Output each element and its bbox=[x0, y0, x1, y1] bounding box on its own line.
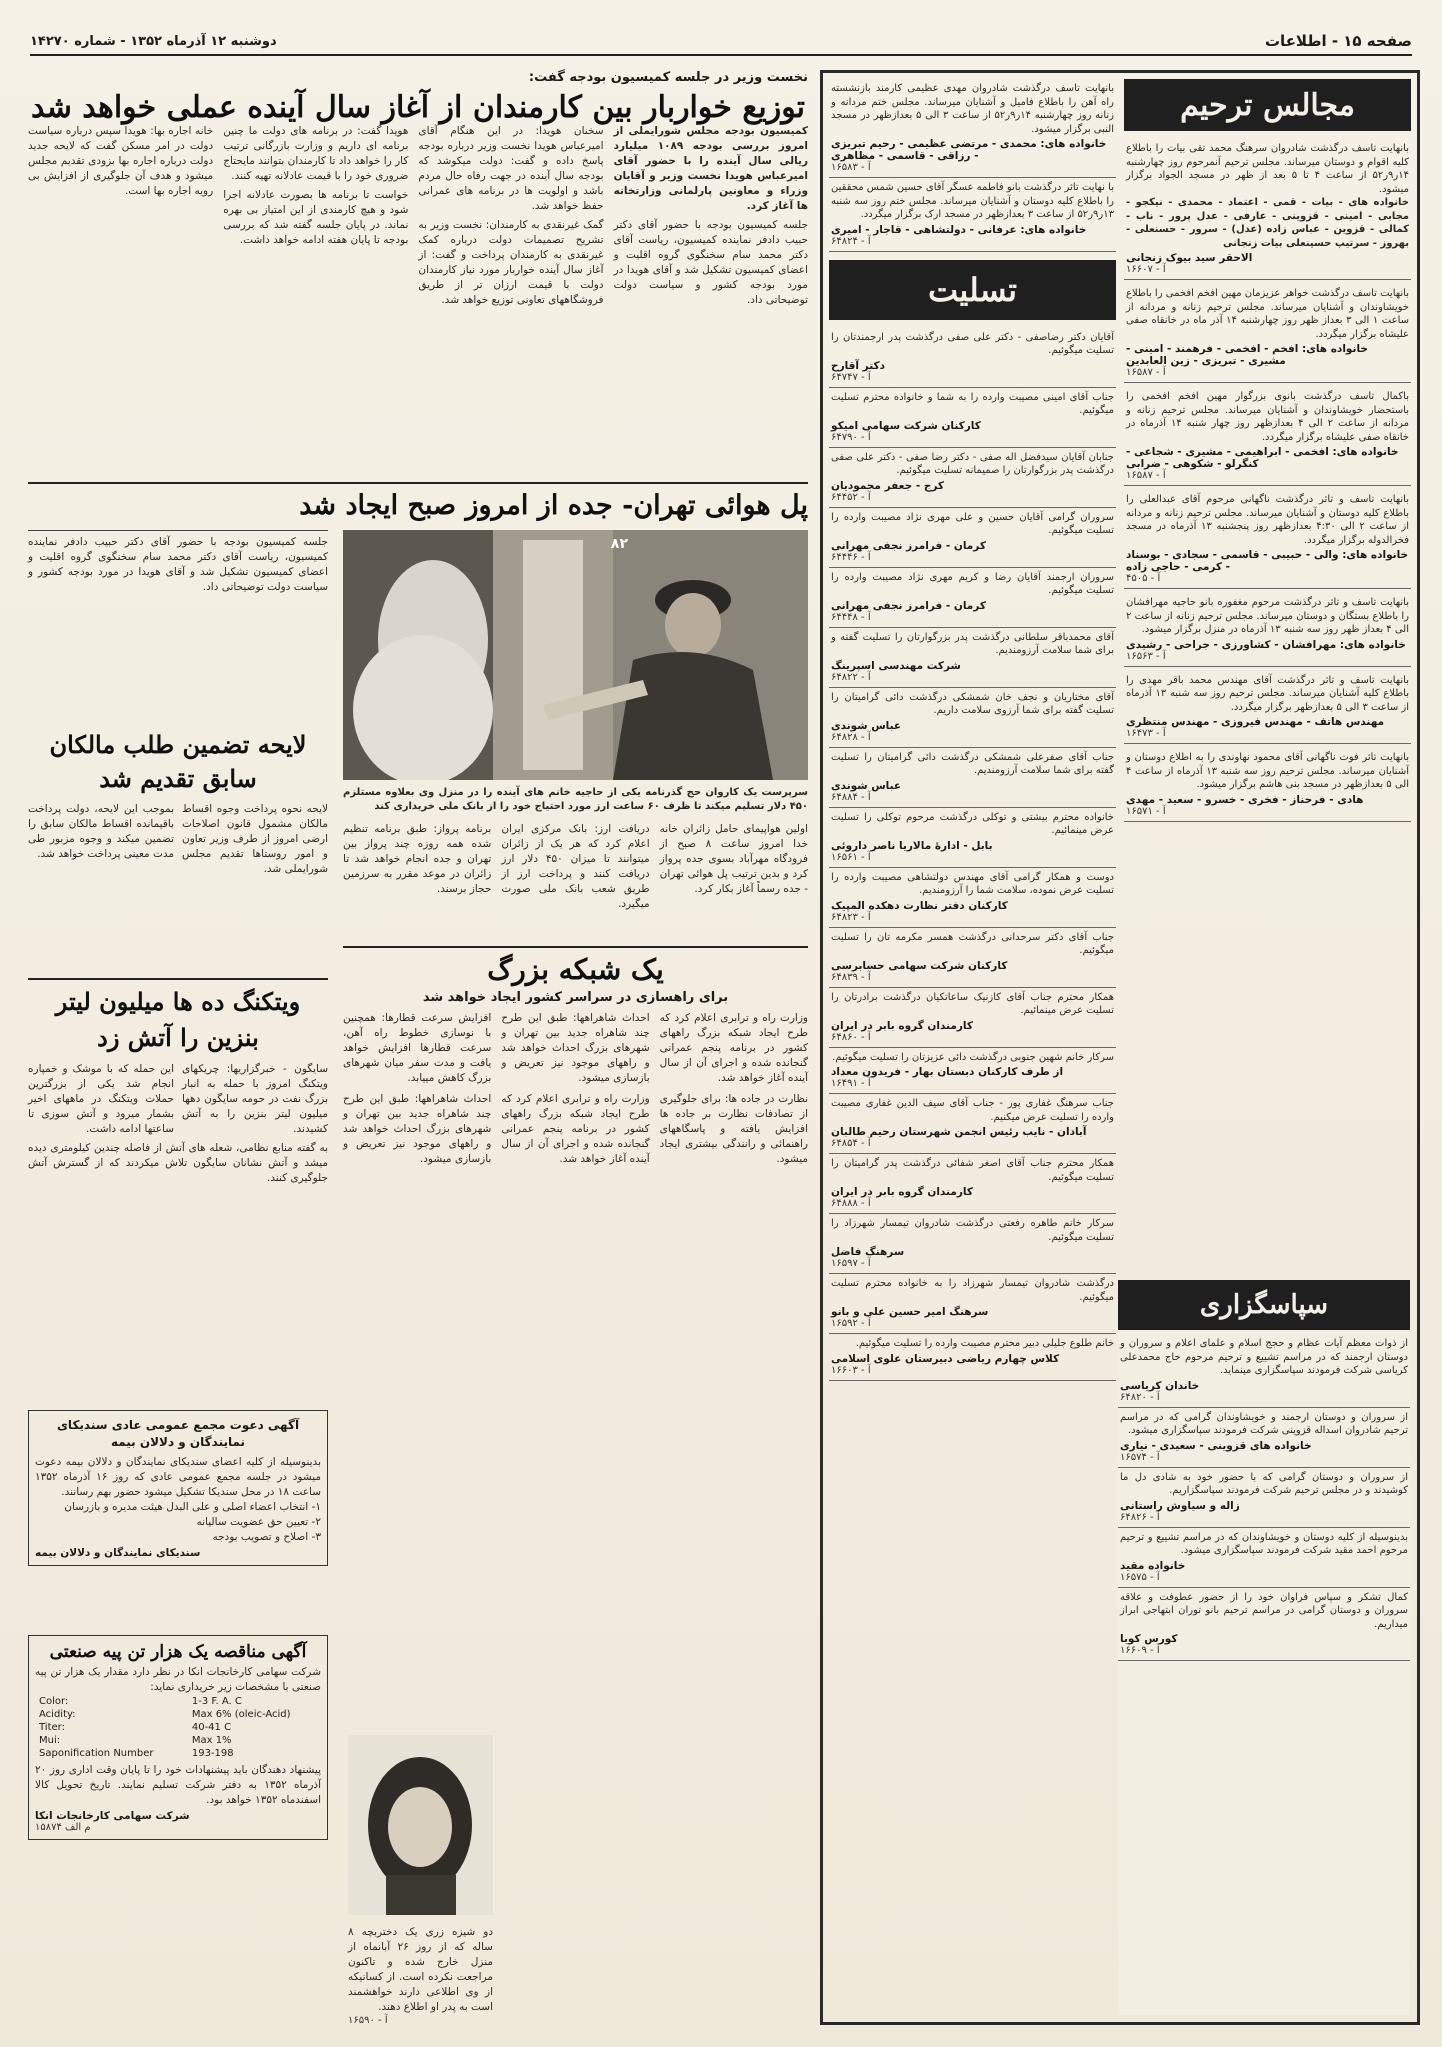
tasliat-notice-signature: سرهنگ فاضل bbox=[831, 1246, 905, 1258]
spec-value: 193-198 bbox=[191, 1748, 234, 1759]
majales-notice-signature: خانواده های: محمدی - مرتضی عظیمی - رحیم تبریزی - رزاقی - قاسمی - مظاهری bbox=[831, 138, 1107, 162]
tasliat-notice-code: آ - ۶۴۸۲۲ bbox=[831, 671, 871, 683]
girl-notice-body: دو شیزه زری یک دختربچه ۸ ساله که از روز ۲۶ آبانماه از منزل خارج شده و تاکنون مراجعت نکرده است. از کسانیکه از وی اطلاعی دارند خواهشمند است به پدر او اطلاع دهند. bbox=[348, 1926, 493, 2013]
fire-story bbox=[28, 978, 328, 1186]
sepas-banner: سپاسگزاری bbox=[1118, 1280, 1410, 1330]
tasliat-notice bbox=[829, 988, 1116, 1048]
tasliat-notice-code: آ - ۶۴۷۹۰ bbox=[831, 431, 871, 443]
tasliat-notice-signature: عباس شوندی bbox=[831, 779, 902, 792]
tasliat-notice bbox=[829, 1274, 1116, 1334]
tasliat-notice-signature: کارکنان شرکت سهامی حسابرسی bbox=[831, 959, 1008, 972]
network-subhead: برای راهسازی در سراسر کشور ایجاد خواهد شد bbox=[422, 990, 729, 1005]
tasliat-notice-signature: از طرف کارکنان دبستان بهار - فریدون معداد bbox=[831, 1066, 1064, 1078]
tasliat-notice-body: سرکار خانم شهین جنوبی درگذشت دائی عزیزتان را تسلیت میگوئیم. bbox=[832, 1051, 1114, 1063]
girl-photo bbox=[348, 1735, 493, 1915]
bridge-body bbox=[343, 822, 808, 912]
tasliat-notice-body: سروران ارجمند آقایان رضا و کریم مهری نژاد مصیبت وارده را تسلیت میگوئیم. bbox=[831, 571, 1114, 596]
tasliat-notice-code: آ - ۶۴۷۴۷ bbox=[831, 371, 871, 383]
tasliat-notice bbox=[829, 628, 1116, 688]
network-para: وزارت راه و ترابری اعلام کرد که طرح ایجاد شبکه بزرگ راههای کشور در برنامه پنجم عمرانی گنجانده شده و اجرای آن از سال آینده آغاز خواهد شد. bbox=[659, 1012, 808, 1084]
spec-value: 40-41 C bbox=[191, 1722, 232, 1733]
bill-headline: لایحه تضمین طلب مالکان سابق تقدیم شد bbox=[49, 730, 307, 793]
sepas-notice-code: آ - ۱۶۵۷۴ bbox=[1120, 1451, 1160, 1463]
tender-code: م الف ۱۵۸۷۴ bbox=[35, 1822, 91, 1833]
tasliat-notice-signature: کرمان - فرامرز نجفی مهرانی bbox=[831, 539, 986, 552]
sepas-notice-body: از سروران و دوستان ارجمند و خویشاوندان گرامی که در مراسم ترحیم شادروان اسداله قزوینی شرکت فرمودند سپاسگزاری میشود. bbox=[1120, 1411, 1408, 1436]
network-para: وزارت راه و ترابری اعلام کرد که طرح ایجاد شبکه بزرگ راههای کشور در برنامه پنجم عمرانی گنجانده شده و اجرای آن از سال آینده آغاز خواهد شد. bbox=[501, 1093, 650, 1165]
network-story bbox=[343, 946, 808, 1167]
assembly-agenda-item: ۳- اصلاح و تصویب بودجه bbox=[212, 1531, 321, 1543]
majales-notice-body: باکمال تاسف درگذشت بانوی بزرگوار مهین افخم افخمی را باستحضار خویشاوندان و آشنایان میرساند. مجلس ترحیم زنانه و مردانه از ساعت ۲ الی ۴ بعدازظهر روز چهار شنبه ۱۴ آذرماه در خانقاه صفی علیشاه برگزار میگردد. bbox=[1126, 391, 1409, 443]
main-col-1 bbox=[614, 124, 808, 494]
majales-notice-body: بانهایت تاسف و تاثر درگذشت ناگهانی مرحوم آقای عبدالعلی را باطلاع کلیه دوستان و آشنایان میرساند. مجلس ترحیم زنانه و مردانه از ساعت ۲ الی ۴:۳۰ بعدازظهر روز پنجشنبه ۱۳ آذرماه در مسجد فخرالدوله برگزار میگردد. bbox=[1126, 494, 1409, 546]
bridge-photo bbox=[343, 530, 808, 780]
network-para: احداث شاهراهها: طبق این طرح چند شاهراه جدید بین تهران و شهرهای بزرگ احداث خواهد شد و راههای موجود نیز تعریض و بازسازی میشود. bbox=[343, 1093, 492, 1165]
sepas-notice-signature: کورس کوبا bbox=[1120, 1633, 1178, 1645]
spec-value: Max 1% bbox=[191, 1735, 232, 1746]
tasliat-notice-code: آ - ۶۴۴۴۸ bbox=[831, 611, 871, 623]
fire-para: این حمله که با موشک و خمپاره انجام شد یکی از بزرگترین حملات ویتکنگ در ماههای اخیر بشمار میرود و آتش سوزی تا ساعتها ادامه داشت. bbox=[28, 1063, 174, 1135]
tasliat-notice-body: همکار محترم جناب آقای اصغر شفائی درگذشت پدر گرامیتان را تسلیت میگوئیم. bbox=[831, 1158, 1114, 1183]
bridge-headline: پل هوائی تهران- جده از امروز صبح ایجاد شد bbox=[299, 490, 808, 521]
main-col-3 bbox=[223, 124, 408, 494]
majales-notice-body: بانهایت تاسف درگذشت شادروان مهدی عظیمی کارمند بازنشسته راه آهن را باطلاع فامیل و آشنایان میرساند. مجلس ختم مردانه و زنانه روز چهارشنبه ۱۴ر۹ر۵۲ از ساعت ۳ الی ۵ بعدازظهر در مسجد النبی برگزار میشود. bbox=[831, 83, 1114, 135]
tasliat-notice-body: خانم طلوع جلیلی دبیر محترم مصیبت وارده را تسلیت میگوئیم. bbox=[855, 1338, 1114, 1349]
sepas-notice-signature: خاندان کریاسی bbox=[1120, 1379, 1200, 1392]
sepas-notice-code: آ - ۶۴۸۲۰ bbox=[1120, 1391, 1160, 1403]
majales-notice-signature: خانواده های: عرفانی - دولتشاهی - قاجار - امیری bbox=[831, 223, 1087, 236]
tasliat-notice bbox=[829, 1154, 1116, 1214]
majales-notice bbox=[1124, 139, 1411, 280]
tasliat-notice-body: جناب آقای دکتر سرحدانی درگذشت همسر مکرمه تان را تسلیت میگوئیم. bbox=[831, 931, 1114, 956]
obituary-column-2-top bbox=[829, 79, 1116, 252]
majales-notice-body: بانهایت تاسف و تاثر درگذشت آقای مهندس محمد باقر مهدی را باطلاع کلیه آشنایان میرساند. مجلس ترحیم روز سه شنبه ۱۳ آذرماه از ساعت ۳ الی ۵ بعدازظهر برگزار میگردد. bbox=[1126, 674, 1409, 713]
majales-notice-signature: خانواده های: مهرافشان - کشاورزی - جراحی - رشیدی bbox=[1126, 638, 1406, 651]
majales-notice bbox=[1124, 387, 1411, 486]
girl-portrait bbox=[348, 1735, 493, 1915]
bill-block bbox=[28, 728, 328, 877]
spec-row bbox=[35, 1708, 321, 1721]
spec-key: Mui: bbox=[39, 1735, 61, 1746]
tasliat-notice-signature: شرکت مهندسی اسپرینگ bbox=[831, 659, 961, 672]
sepas-notice-signature: خانواده مقید bbox=[1120, 1559, 1186, 1572]
majales-notice bbox=[1124, 748, 1411, 822]
sepas-list bbox=[1118, 1334, 1410, 1661]
spec-key: Titer: bbox=[39, 1722, 65, 1733]
majales-notice-signature: الاحقر سید بیوک زنجانی bbox=[1126, 252, 1253, 264]
spec-row bbox=[35, 1695, 321, 1708]
spec-key: Acidity: bbox=[39, 1709, 76, 1720]
bridge-story bbox=[28, 482, 808, 526]
tasliat-notice-body: سرکار خانم طاهره رفعتی درگذشت شادروان تیمسار شهرزاد را تسلیت میگوئیم. bbox=[831, 1218, 1114, 1243]
main-story bbox=[28, 70, 808, 129]
sepas-notice-body: از ذوات معظم آیات عظام و حجج اسلام و علمای اعلام و سروران و دوستان ارجمند که در مراسم تشییع و ترحیم مرحوم حاج محمدعلی کریاسی شرکت فرمودند سپاسگزاری مینماید. bbox=[1120, 1338, 1408, 1376]
tasliat-list bbox=[829, 328, 1116, 1381]
main-para: سخنان هویدا: در این هنگام آقای امیرعباس هویدا نخست وزیر درباره بودجه پاسخ داده و گفت: دولت میکوشد که بودجه سال آینده در جهت رفاه حال مردم باشد و اولویت ها در برنامه های عمرانی حفظ خواهد شد. bbox=[418, 125, 604, 212]
tasliat-notice bbox=[829, 328, 1116, 388]
majales-notice-code: آ - ۱۶۵۸۷ bbox=[1126, 470, 1166, 481]
majales-notice-signature: خانواده های: افخم - افخمی - فرهمند - امینی - مشیری - تبریزی - زین العابدین bbox=[1126, 343, 1368, 367]
tasliat-banner: تسلیت bbox=[829, 260, 1116, 320]
tasliat-notice-code: آ - ۱۶۴۹۱ bbox=[831, 1078, 871, 1089]
tasliat-notice-signature: سرهنگ امیر حسین علی و بانو bbox=[831, 1306, 989, 1318]
majales-notice-code: آ - ۱۶۴۷۳ bbox=[1126, 728, 1166, 739]
majales-notice-code: آ - ۱۶۵۶۳ bbox=[1126, 650, 1166, 662]
tasliat-notice-signature: کلاس چهارم ریاضی دبیرستان علوی اسلامی bbox=[831, 1352, 1060, 1365]
sepas-notice-body: کمال تشکر و سپاس فراوان خود را از حضور عطوفت و علاقه سروران و دوستان گرامی در مراسم ترحیم بانو توران ابتهاجی ابراز میداریم. bbox=[1120, 1591, 1408, 1630]
tender-title: آگهی مناقصه یک هزار تن پیه صنعتی bbox=[49, 1642, 307, 1662]
spec-row bbox=[35, 1734, 321, 1747]
bridge-caption: سرپرست یک کاروان حج گذرنامه یکی از حاجیه خانم های آینده را در منزل وی بعلاوه مستلزم ۴۵۰ دلار تسلیم میکند تا ظرف ۶۰ ساعت ارز مورد احتیاج خود را از بانک ملی خریداری کند bbox=[343, 787, 808, 812]
spec-key: Saponification Number bbox=[39, 1748, 154, 1759]
majales-notice-code: آ - ۱۶۶۰۷ bbox=[1126, 264, 1166, 275]
tasliat-notice-signature: عباس شوندی bbox=[831, 719, 902, 732]
tasliat-notice bbox=[829, 868, 1116, 928]
obituary-column-2 bbox=[829, 79, 1116, 2016]
majales-notice bbox=[829, 79, 1116, 178]
sepas-section bbox=[1118, 1280, 1410, 2015]
tasliat-notice bbox=[829, 1094, 1116, 1154]
tasliat-notice bbox=[829, 688, 1116, 748]
tasliat-notice bbox=[829, 1334, 1116, 1381]
main-col-2 bbox=[418, 124, 603, 494]
tasliat-notice-signature: دکتر آقارح bbox=[831, 359, 885, 372]
majales-notice-signature: هادی - فرحناز - فخری - خسرو - سعید - مهدی bbox=[1126, 793, 1364, 806]
tasliat-notice-body: جناب سرهنگ غفاری پور - جناب آقای سیف الدین غفاری مصیبت وارده را تسلیت عرض میکنیم. bbox=[831, 1098, 1114, 1123]
majales-notice-code: آ - ۴۵۰۵ bbox=[1126, 573, 1161, 584]
tasliat-notice-code: آ - ۱۶۵۹۲ bbox=[831, 1318, 871, 1329]
network-para: احداث شاهراهها: طبق این طرح چند شاهراه جدید بین تهران و شهرهای بزرگ احداث خواهد شد و راههای موجود نیز تعریض و بازسازی میشود. bbox=[501, 1012, 650, 1084]
majales-notice-code: آ - ۱۶۵۷۱ bbox=[1126, 805, 1166, 817]
tasliat-notice bbox=[829, 1214, 1116, 1274]
main-col-4 bbox=[28, 124, 213, 494]
tender-specs bbox=[35, 1695, 321, 1760]
main-para: خواست تا برنامه ها بصورت عادلانه اجرا شود و هیچ کارمندی از این امتیاز بی بهره نماند. در پایان جلسه گفته شد که بررسی بودجه تا پایان هفته ادامه خواهد داشت. bbox=[223, 189, 409, 246]
tasliat-notice-signature: آبادان - نایب رئیس انجمن شهرستان رحیم طالبان bbox=[831, 1126, 1087, 1138]
main-para: خانه اجاره بها: هویدا سپس درباره سیاست دولت در امر مسکن گفت که لایحه جدید دولت درباره اجاره بها بزودی تقدیم مجلس میشود و هدف آن جلوگیری از افزایش بی رویه اجاره بها است. bbox=[28, 125, 214, 197]
tasliat-notice-code: آ - ۶۴۸۲۳ bbox=[831, 911, 871, 923]
pilgrims-photo-illustration bbox=[343, 530, 808, 780]
tasliat-notice-body: آقای محمدباقر سلطانی درگذشت پدر بزرگوارتان را تسلیت گفته و برای شما سلامت آرزومندیم. bbox=[831, 631, 1114, 656]
tasliat-notice bbox=[829, 928, 1116, 988]
issue-line: دوشنبه ۱۲ آذرماه ۱۳۵۲ - شماره ۱۴۲۷۰ bbox=[30, 33, 277, 49]
assembly-title: آگهی دعوت مجمع عمومی عادی سندیکای نمایندگان و دلالان بیمه bbox=[56, 1418, 300, 1449]
sepas-notice-signature: زاله و سیاوش راستانی bbox=[1120, 1499, 1240, 1512]
tasliat-notice-body: آقای مختاریان و نجف خان شمشکی درگذشت دائی گرامیتان را تسلیت گفته برای شما آرزوی سلامت داریم. bbox=[831, 691, 1114, 716]
main-para: هویدا گفت: در برنامه های دولت ما چنین برنامه ای داریم و وزارت بازرگانی ترتیب کار را خواهد داد تا کارمندان بتوانند مایحتاج ضروری خود را با قیمت عادلانه تهیه کنند. bbox=[223, 125, 409, 182]
sepas-notice-code: آ - ۱۶۵۷۵ bbox=[1120, 1571, 1160, 1583]
tasliat-notice-code: آ - ۶۴۸۵۴ bbox=[831, 1138, 871, 1149]
network-headline: یک شبکه بزرگ bbox=[487, 953, 664, 986]
tasliat-notice-code: آ - ۶۴۸۸۸ bbox=[831, 1198, 871, 1209]
tasliat-notice-signature: بابل - ادارهٔ مالاریا ناصر داروئی bbox=[831, 839, 993, 852]
tasliat-notice-code: آ - ۶۴۸۶۰ bbox=[831, 1031, 871, 1043]
main-lead: کمیسیون بودجه مجلس شورایملی از امروز بررسی بودجه ۱۰۸۹ میلیارد ریالی سال آینده را با حضور آقای امیرعباس هویدا نخست وزیر و آقایان وزراء و معاونین پارلمانی وزارتخانه ها آغاز کرد. bbox=[613, 125, 808, 212]
majales-notice-families: خانواده های - بیات - قمی - اعتماد - محمدی - نیکجو - مجابی - امینی - قزوینی - عارفی - عدل پرور - ناب - کمالی - قزوین - عباس زاده (عدل) - سرور - حسنعلی - بهروز - سرتیپ حسینعلی بیات زنجانی bbox=[1126, 197, 1409, 249]
tasliat-notice-signature: کارکنان دفتر نظارت دهکده المپیک bbox=[831, 899, 1008, 912]
tasliat-notice-body: دوست و همکار گرامی آقای مهندس دولتشاهی مصیبت وارده را تسلیت عرض نموده، سلامت شما را آرزومندیم. bbox=[831, 871, 1114, 896]
tasliat-notice-body: همکار محترم جناب آقای کازنیک ساعاتکیان درگذشت برادرتان را تسلیت عرض مینمائیم. bbox=[831, 991, 1114, 1016]
tasliat-notice bbox=[829, 448, 1116, 508]
main-headline: توزیع خواربار بین کارمندان از آغاز سال آینده عملی خواهد شد bbox=[30, 90, 806, 125]
tasliat-notice-body: سروران گرامی آقایان حسین و علی مهری نژاد مصیبت وارده را تسلیت میگوئیم. bbox=[831, 511, 1114, 536]
majales-notice-body: بانهایت تاسف درگذشت شادروان سرهنگ محمد تقی بیات را باطلاع کلیه اقوام و دوستان میرساند. مجلس ترحیم آنمرحوم روز چهارشنبه ۱۴ر۹ر۵۲ از ساعت ۴ تا ۵ بعد از ظهر در مسجد الجواد برگزار میشود. bbox=[1126, 143, 1409, 195]
spec-key: Color: bbox=[39, 1696, 69, 1707]
spec-row bbox=[35, 1747, 321, 1760]
sepas-notice bbox=[1118, 1468, 1410, 1528]
main-story-body bbox=[28, 124, 808, 494]
tasliat-notice-body: درگذشت شادروان تیمسار شهرزاد را به خانواده محترم تسلیت میگوئیم. bbox=[831, 1278, 1114, 1303]
majales-notice-body: با نهایت تاثر درگذشت بانو فاطمه عسگر آقای حسین شمس محققین را باطلاع کلیه دوستان و آشنایان میرساند. مجلس ختم روز سه شنبه ۱۳ر۹ر۵۲ از ساعت ۳ بعدازظهر در مسجد ارک برگزار میگردد. bbox=[831, 182, 1114, 220]
sepas-notice-body: از سروران و دوستان گرامی که با حضور خود به شادی دل ما کوشیدند و در مجلس ترحیم شرکت فرمودند سپاسگزاریم. bbox=[1120, 1471, 1408, 1496]
majales-notice-code: آ - ۱۶۵۸۷ bbox=[1126, 367, 1166, 378]
assembly-agenda-item: ۱- انتخاب اعضاء اصلی و علی البدل هیئت مدیره و بازرسان bbox=[64, 1501, 321, 1513]
sepas-notice-signature: خانواده های قزوینی - سعیدی - نیاری bbox=[1120, 1439, 1312, 1452]
page-label: صفحه ۱۵ - اطلاعات bbox=[1264, 32, 1412, 50]
page-header bbox=[30, 28, 1412, 56]
assembly-body: بدینوسیله از کلیه اعضای سندیکای نمایندگان و دلالان بیمه دعوت میشود در جلسه مجمع عمومی عادی که روز ۱۶ آذرماه ۱۳۵۲ ساعت ۱۸ در محل سندیکا تشکیل میشود حضور بهم رسانند. bbox=[35, 1456, 321, 1498]
tender-notice bbox=[28, 1635, 328, 1840]
network-para: نظارت در جاده ها: برای جلوگیری از تصادفات نظارت بر جاده ها افزایش یافته و پاسگاههای راهنمائی و رانندگی بیشتری ایجاد میشود. bbox=[659, 1093, 808, 1165]
tasliat-notice-signature: کارمندان گروه بابر در ایران bbox=[831, 1186, 973, 1198]
tasliat-notice-code: آ - ۶۴۸۳۹ bbox=[831, 971, 871, 983]
tasliat-notice bbox=[829, 748, 1116, 808]
tasliat-notice-body: جناب آقای صفرعلی شمشکی درگذشت دائی گرامیتان را تسلیت گفته برای شما سلامت آرزومندیم. bbox=[831, 751, 1114, 776]
assembly-notice bbox=[28, 1410, 328, 1566]
majales-notice-signature: خانواده های: افخمی - ابراهیمی - مشیری - شجاعی - کنگرلو - شکوهی - ضرابی bbox=[1126, 446, 1399, 470]
majales-notice bbox=[1124, 671, 1411, 745]
sepas-notice-code: آ - ۱۶۶۰۹ bbox=[1120, 1645, 1160, 1656]
tasliat-notice-code: آ - ۶۴۴۵۲ bbox=[831, 491, 871, 503]
majales-notice-code: آ - ۱۶۵۸۳ bbox=[831, 162, 871, 173]
majales-notice bbox=[1124, 284, 1411, 383]
main-kicker: نخست وزیر در جلسه کمیسیون بودجه گفت: bbox=[528, 70, 808, 85]
sepas-notice bbox=[1118, 1588, 1410, 1662]
assembly-agenda-item: ۲- تعیین حق عضویت سالیانه bbox=[196, 1516, 321, 1528]
fire-para: به گفته منابع نظامی، شعله های آتش از فاصله چندین کیلومتری دیده میشد و آتش نشانان سایگون تلاش میکردند که از گسترش آتش جلوگیری کنند. bbox=[28, 1142, 328, 1184]
majales-notice-body: بانهایت تاسف درگذشت خواهر عزیزمان مهین افخم افخمی را باطلاع خویشاوندان و آشنایان میرساند. مجلس ترحیم زنانه و مردانه از ساعت ۱ الی ۳ بعداز ظهر روز چهارشنبه ۱۴ آذر ماه در خانقاه صفی علیشاه برگزار میگردد. bbox=[1126, 288, 1409, 340]
majales-banner: مجالس ترحیم bbox=[1124, 79, 1411, 131]
tasliat-notice-code: آ - ۱۶۶۰۳ bbox=[831, 1364, 871, 1376]
tasliat-notice-code: آ - ۱۶۵۶۱ bbox=[831, 851, 871, 863]
sepas-notice bbox=[1118, 1528, 1410, 1588]
bridge-para: دریافت ارز: بانک مرکزی ایران اعلام کرد که هر یک از زائران میتوانند تا میزان ۴۵۰ دلار ارز دریافت کنند و پرداخت ارز از طریق شعب بانک ملی صورت میگیرد. bbox=[501, 823, 650, 910]
tasliat-notice bbox=[829, 808, 1116, 868]
bill-para: جلسه کمیسیون بودجه با حضور آقای دکتر حبیب دادفر نماینده کمیسیون، ریاست آقای دکتر محمد سام سخنگوی گروه اقلیت و اعضای کمیسیون تشکیل شد و آقای هویدا در مورد بودجه کشور و سیاست دولت توضیحاتی داد. bbox=[28, 536, 328, 593]
tasliat-notice bbox=[829, 508, 1116, 568]
tasliat-notice-body: جنابان آقایان سیدفضل اله صفی - دکتر رضا صفی - دکتر علی صفی درگذشت پدر بزرگوارتان را صمیمانه تسلیت میگوئیم. bbox=[831, 451, 1114, 476]
main-para: گمک غیرنقدی به کارمندان: نخست وزیر به تشریح تصمیمات دولت درباره کمک غیرنقدی به کارمندان پرداخت و گفت: از آغاز سال آینده خواربار مورد نیاز کارمندان دولت با قیمت ارزان تر از طریق فروشگاههای تعاونی توزیع خواهد شد. bbox=[418, 219, 604, 306]
majales-notice-body: بانهایت تاثر فوت ناگهانی آقای محمود نهاوندی را به اطلاع دوستان و آشنایان میرساند. مجلس ترحیم روز سه شنبه ۱۳ آذرماه از ساعت ۴ الی ۵ بعدازظهر در مسجد بنی هاشم برگزار میشود. bbox=[1126, 752, 1409, 790]
majales-notice-signature: خانواده های: والی - حبیبی - قاسمی - سجادی - بوسناد - کرمی - حاجی زاده bbox=[1126, 549, 1409, 573]
network-para: افزایش سرعت قطارها: همچنین با نوسازی خطوط راه آهن، سرعت قطارها افزایش خواهد یافت و مدت سفر میان شهرهای بزرگ کاهش مییابد. bbox=[343, 1012, 492, 1084]
assembly-signature: سندیکای نمایندگان و دلالان بیمه bbox=[35, 1547, 201, 1559]
tasliat-notice-code: آ - ۶۴۸۲۸ bbox=[831, 731, 871, 743]
tasliat-notice-body: خانواده محترم بیشتی و توکلی درگذشت مرحوم توکلی را تسلیت عرض مینمائیم. bbox=[831, 811, 1114, 836]
majales-notice-signature: مهندس هاتف - مهندس فیروزی - مهندس منتظری bbox=[1126, 716, 1385, 728]
majales-notice bbox=[829, 178, 1116, 252]
majales-notice-body: بانهایت تاسف و تاثر درگذشت مرحوم مغفوره بانو حاجیه مهرافشان را باطلاع بستگان و دوستان میرساند. مجلس ترحیم زنانه از ساعت ۲ الی ۴ بعداز ظهر روز سه شنبه ۱۳ آذرماه در منزل برگزار میشود. bbox=[1126, 597, 1409, 635]
girl-notice-code: آ - ۱۶۵۹۰ bbox=[348, 2015, 388, 2026]
bridge-para: برنامه پرواز: طبق برنامه تنظیم شده همه روزه چند پرواز بین تهران و جده انجام خواهد شد تا زائران در موعد مقرر به سرزمین حجاز برسند. bbox=[343, 823, 492, 895]
bill-para: لایحه نحوه پرداخت وجوه اقساط مالکان مشمول قانون اصلاحات ارضی امروز از طرف وزیر تعاون و امور روستاها تقدیم مجلس شورایملی شد. bbox=[182, 803, 328, 875]
bill-para: بموجب این لایحه، دولت پرداخت باقیمانده اقساط مالکان سابق را تضمین میکند و وجوه مزبور طی مدت معینی پرداخت خواهد شد. bbox=[28, 803, 174, 860]
tasliat-notice-signature: کارکنان شرکت سهامی امیکو bbox=[831, 419, 981, 432]
tasliat-notice-signature: کرج - جعفر محمودیان bbox=[831, 479, 945, 492]
spec-value: 1-3 F. A. C bbox=[191, 1696, 242, 1707]
tender-signature: شرکت سهامی کارخانجات انکا bbox=[35, 1810, 190, 1822]
tasliat-notice-body: جناب آقای امینی مصیبت وارده را به شما و خانواده محترم تسلیت میگوئیم. bbox=[831, 391, 1114, 416]
majales-notice bbox=[1124, 593, 1411, 667]
photo-number: ۸۲ bbox=[610, 536, 628, 552]
tasliat-notice bbox=[829, 568, 1116, 628]
news-section bbox=[28, 70, 808, 2025]
main-para: جلسه کمیسیون بودجه با حضور آقای دکتر حبیب دادفر نماینده کمیسیون، ریاست آقای دکتر محمد سام سخنگوی گروه اقلیت و اعضای کمیسیون تشکیل شد و آقای هویدا در مورد بودجه کشور و سیاست دولت توضیحاتی داد. bbox=[613, 219, 808, 306]
tasliat-notice bbox=[829, 388, 1116, 448]
majales-notice-code: آ - ۶۴۸۲۴ bbox=[831, 235, 871, 247]
tasliat-notice-signature: کارمندان گروه بابر در ایران bbox=[831, 1019, 973, 1032]
bridge-para: اولین هواپیمای حامل زائران خانه خدا امروز ساعت ۸ صبح از فرودگاه مهرآباد بسوی جده پرواز کرد و بدین ترتیب پل هوائی تهران - جده رسماً آغاز بکار کرد. bbox=[659, 823, 808, 895]
girl-notice bbox=[348, 1925, 493, 2026]
spec-row bbox=[35, 1721, 321, 1734]
sepas-notice-body: بدینوسیله از کلیه دوستان و خویشاوندان که در مراسم تشییع و ترحیم مرحوم احمد مقید شرکت فرمودند سپاسگزاری میشود. bbox=[1120, 1531, 1408, 1556]
tender-body: پیشنهاد دهندگان باید پیشنهادات خود را تا پایان وقت اداری روز ۲۰ آذرماه ۱۳۵۲ به دفتر شرکت تسلیم نمایند. تاریخ تحویل کالا اسفندماه ۱۳۵۲ خواهد بود. bbox=[35, 1764, 321, 1806]
spec-value: Max 6% (oleic-Acid) bbox=[191, 1709, 291, 1720]
tasliat-notice bbox=[829, 1048, 1116, 1095]
tasliat-notice-code: آ - ۶۴۸۸۴ bbox=[831, 791, 871, 803]
fire-para: سایگون - خبرگزاریها: چریکهای ویتکنگ امروز با حمله به انبار بزرگ نفت در حومه سایگون دهها میلیون لیتر بنزین را به آتش کشیدند. bbox=[182, 1063, 328, 1135]
tasliat-notice-code: آ - ۱۶۵۹۷ bbox=[831, 1258, 871, 1269]
sepas-notice bbox=[1118, 1334, 1410, 1408]
tasliat-notice-code: آ - ۶۴۴۴۶ bbox=[831, 551, 871, 563]
majales-notice bbox=[1124, 490, 1411, 589]
tasliat-notice-signature: کرمان - فرامرز نجفی مهرانی bbox=[831, 599, 986, 612]
fire-headline: ویتکنگ ده ها میلیون لیتر بنزین را آتش زد bbox=[55, 987, 301, 1052]
sepas-notice bbox=[1118, 1408, 1410, 1468]
tender-intro: شرکت سهامی کارخانجات انکا در نظر دارد مقدار یک هزار تن پیه صنعتی با مشخصات زیر خریداری نماید: bbox=[35, 1666, 321, 1693]
sepas-notice-code: آ - ۶۴۸۲۶ bbox=[1120, 1511, 1160, 1523]
tasliat-notice-body: آقایان دکتر رضاصفی - دکتر علی صفی درگذشت پدر ارجمندتان را تسلیت میگوئیم. bbox=[831, 331, 1114, 356]
